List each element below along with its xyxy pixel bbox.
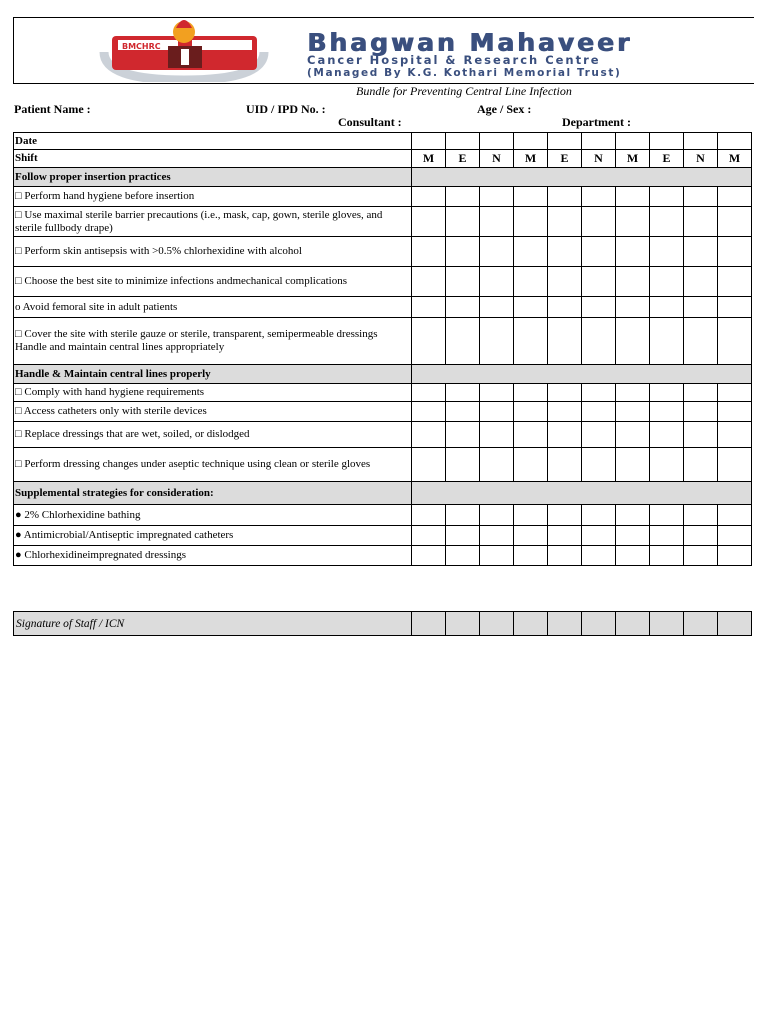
section-filler (446, 168, 480, 187)
section-header-row (14, 482, 752, 505)
check-cell[interactable] (480, 297, 514, 318)
checklist-item-row (14, 422, 752, 448)
signature-table (13, 611, 752, 636)
check-cell[interactable] (548, 448, 582, 482)
age-sex-label: Age / Sex : (477, 102, 532, 116)
check-cell[interactable] (446, 297, 480, 318)
check-cell[interactable] (650, 546, 684, 566)
document-title: Bundle for Preventing Central Line Infection (356, 84, 572, 98)
check-cell[interactable] (684, 422, 718, 448)
checklist-item-row (14, 505, 752, 526)
date-cell[interactable] (514, 133, 548, 150)
checklist-item-label: ● Chlorhexidineimpregnated dressings (14, 546, 412, 566)
check-cell[interactable] (446, 448, 480, 482)
shift-label: Shift (14, 150, 412, 168)
checklist-item-row (14, 402, 752, 422)
signature-cell[interactable] (684, 612, 718, 636)
check-cell[interactable] (412, 237, 446, 267)
check-cell[interactable] (684, 546, 718, 566)
check-cell[interactable] (616, 448, 650, 482)
check-cell[interactable] (582, 297, 616, 318)
section-filler (480, 482, 514, 505)
shift-cell: M (514, 150, 548, 168)
check-cell[interactable] (650, 422, 684, 448)
check-cell[interactable] (446, 237, 480, 267)
check-cell[interactable] (718, 207, 752, 237)
check-cell[interactable] (616, 207, 650, 237)
shift-cell: N (684, 150, 718, 168)
shift-cell: N (582, 150, 616, 168)
checklist-item-label: □ Choose the best site to minimize infections andmechanical complications (14, 267, 412, 297)
check-cell[interactable] (480, 448, 514, 482)
check-cell[interactable] (412, 187, 446, 207)
check-cell[interactable] (480, 505, 514, 526)
check-cell[interactable] (616, 297, 650, 318)
shift-cell: M (412, 150, 446, 168)
check-cell[interactable] (684, 237, 718, 267)
checklist-item-label: □ Perform dressing changes under aseptic technique using clean or sterile gloves (14, 448, 412, 482)
check-cell[interactable] (718, 422, 752, 448)
check-cell[interactable] (446, 384, 480, 402)
date-cell[interactable] (548, 133, 582, 150)
check-cell[interactable] (582, 448, 616, 482)
check-cell[interactable] (412, 207, 446, 237)
check-cell[interactable] (514, 448, 548, 482)
check-cell[interactable] (548, 297, 582, 318)
check-cell[interactable] (718, 187, 752, 207)
check-cell[interactable] (446, 267, 480, 297)
check-cell[interactable] (480, 267, 514, 297)
signature-cell[interactable] (650, 612, 684, 636)
section-filler (616, 365, 650, 384)
check-cell[interactable] (548, 546, 582, 566)
check-cell[interactable] (412, 546, 446, 566)
check-cell[interactable] (718, 505, 752, 526)
checklist-item-row (14, 187, 752, 207)
check-cell[interactable] (684, 384, 718, 402)
checklist-item-row (14, 546, 752, 566)
check-cell[interactable] (412, 318, 446, 365)
check-cell[interactable] (548, 402, 582, 422)
checklist-item-row (14, 237, 752, 267)
section-title: Handle & Maintain central lines properly (14, 365, 412, 384)
check-cell[interactable] (514, 318, 548, 365)
check-cell[interactable] (718, 526, 752, 546)
check-cell[interactable] (548, 207, 582, 237)
checklist-item-label: □ Comply with hand hygiene requirements (14, 384, 412, 402)
check-cell[interactable] (616, 384, 650, 402)
check-cell[interactable] (514, 237, 548, 267)
patient-name-label: Patient Name : (14, 102, 91, 116)
date-row (14, 133, 752, 150)
check-cell[interactable] (446, 505, 480, 526)
checklist-item-label: □ Perform skin antisepsis with >0.5% chlorhexidine with alcohol (14, 237, 412, 267)
check-cell[interactable] (684, 187, 718, 207)
hospital-trust: (Managed By K.G. Kothari Memorial Trust) (307, 67, 622, 79)
check-cell[interactable] (718, 448, 752, 482)
checklist-item-label: □ Perform hand hygiene before insertion (14, 187, 412, 207)
check-cell[interactable] (616, 505, 650, 526)
check-cell[interactable] (446, 526, 480, 546)
signature-cell[interactable] (412, 612, 446, 636)
check-cell[interactable] (582, 207, 616, 237)
check-cell[interactable] (650, 318, 684, 365)
check-cell[interactable] (718, 267, 752, 297)
signature-cell[interactable] (480, 612, 514, 636)
check-cell[interactable] (684, 505, 718, 526)
check-cell[interactable] (650, 237, 684, 267)
check-cell[interactable] (582, 187, 616, 207)
shift-cell: E (650, 150, 684, 168)
section-filler (582, 168, 616, 187)
check-cell[interactable] (582, 422, 616, 448)
date-cell[interactable] (446, 133, 480, 150)
checklist-table (13, 132, 752, 566)
check-cell[interactable] (582, 384, 616, 402)
date-label: Date (14, 133, 412, 150)
check-cell[interactable] (616, 318, 650, 365)
check-cell[interactable] (616, 187, 650, 207)
check-cell[interactable] (514, 546, 548, 566)
check-cell[interactable] (650, 448, 684, 482)
date-cell[interactable] (684, 133, 718, 150)
hospital-branding (307, 28, 754, 79)
signature-cell[interactable] (582, 612, 616, 636)
date-cell[interactable] (480, 133, 514, 150)
section-filler (548, 365, 582, 384)
checklist-item-label: ● 2% Chlorhexidine bathing (14, 505, 412, 526)
check-cell[interactable] (616, 526, 650, 546)
check-cell[interactable] (684, 402, 718, 422)
date-cell[interactable] (582, 133, 616, 150)
check-cell[interactable] (616, 237, 650, 267)
check-cell[interactable] (616, 546, 650, 566)
check-cell[interactable] (684, 318, 718, 365)
section-filler (684, 168, 718, 187)
check-cell[interactable] (412, 526, 446, 546)
checklist-item-row (14, 267, 752, 297)
check-cell[interactable] (548, 526, 582, 546)
section-header-row (14, 365, 752, 384)
section-filler (718, 482, 752, 505)
check-cell[interactable] (480, 402, 514, 422)
signature-row (14, 612, 752, 636)
section-filler (548, 168, 582, 187)
check-cell[interactable] (684, 267, 718, 297)
section-filler (582, 365, 616, 384)
department-label: Department : (562, 115, 631, 129)
section-filler (480, 365, 514, 384)
check-cell[interactable] (548, 318, 582, 365)
check-cell[interactable] (582, 402, 616, 422)
shift-row (14, 150, 752, 168)
checklist-item-row (14, 526, 752, 546)
check-cell[interactable] (412, 505, 446, 526)
check-cell[interactable] (718, 318, 752, 365)
check-cell[interactable] (412, 448, 446, 482)
signature-cell[interactable] (514, 612, 548, 636)
checklist-item-row (14, 207, 752, 237)
check-cell[interactable] (480, 187, 514, 207)
checklist-item-row (14, 297, 752, 318)
check-cell[interactable] (514, 297, 548, 318)
check-cell[interactable] (650, 505, 684, 526)
check-cell[interactable] (514, 402, 548, 422)
checklist-item-label: o Avoid femoral site in adult patients (14, 297, 412, 318)
check-cell[interactable] (480, 526, 514, 546)
section-filler (616, 168, 650, 187)
date-cell[interactable] (718, 133, 752, 150)
check-cell[interactable] (412, 384, 446, 402)
check-cell[interactable] (718, 402, 752, 422)
section-filler (650, 482, 684, 505)
check-cell[interactable] (446, 402, 480, 422)
section-filler (650, 365, 684, 384)
check-cell[interactable] (582, 318, 616, 365)
section-filler (718, 168, 752, 187)
date-cell[interactable] (412, 133, 446, 150)
letterhead (13, 17, 754, 84)
check-cell[interactable] (412, 402, 446, 422)
check-cell[interactable] (548, 237, 582, 267)
check-cell[interactable] (480, 237, 514, 267)
check-cell[interactable] (480, 318, 514, 365)
section-filler (514, 365, 548, 384)
signature-cell[interactable] (548, 612, 582, 636)
check-cell[interactable] (514, 187, 548, 207)
check-cell[interactable] (616, 422, 650, 448)
check-cell[interactable] (446, 318, 480, 365)
check-cell[interactable] (650, 187, 684, 207)
check-cell[interactable] (650, 297, 684, 318)
check-cell[interactable] (514, 505, 548, 526)
hospital-subtitle: Cancer Hospital & Research Centre (307, 53, 601, 67)
checklist-item-label: □ Cover the site with sterile gauze or sterile, transparent, semipermeable dressings Handle and maintain central lines appropriately (14, 318, 412, 365)
check-cell[interactable] (548, 422, 582, 448)
check-cell[interactable] (718, 237, 752, 267)
section-filler (718, 365, 752, 384)
check-cell[interactable] (412, 267, 446, 297)
checklist-item-row (14, 448, 752, 482)
hospital-name: Bhagwan Mahaveer (307, 28, 633, 57)
shift-cell: M (718, 150, 752, 168)
check-cell[interactable] (650, 402, 684, 422)
check-cell[interactable] (446, 187, 480, 207)
check-cell[interactable] (446, 422, 480, 448)
check-cell[interactable] (480, 422, 514, 448)
uid-label: UID / IPD No. : (246, 102, 326, 116)
check-cell[interactable] (480, 546, 514, 566)
signature-cell[interactable] (446, 612, 480, 636)
check-cell[interactable] (446, 546, 480, 566)
checklist-item-row (14, 318, 752, 365)
check-cell[interactable] (582, 526, 616, 546)
check-cell[interactable] (480, 207, 514, 237)
signature-cell[interactable] (718, 612, 752, 636)
section-filler (616, 482, 650, 505)
check-cell[interactable] (514, 526, 548, 546)
check-cell[interactable] (548, 187, 582, 207)
section-filler (480, 168, 514, 187)
check-cell[interactable] (650, 267, 684, 297)
check-cell[interactable] (650, 526, 684, 546)
checklist-item-label: □ Access catheters only with sterile devices (14, 402, 412, 422)
date-cell[interactable] (650, 133, 684, 150)
check-cell[interactable] (514, 422, 548, 448)
shift-cell: E (548, 150, 582, 168)
check-cell[interactable] (684, 448, 718, 482)
check-cell[interactable] (718, 384, 752, 402)
checklist-item-label: □ Use maximal sterile barrier precautions (i.e., mask, cap, gown, sterile gloves, and sterile fullbody drape) (14, 207, 412, 237)
section-header-row (14, 168, 752, 187)
section-filler (582, 482, 616, 505)
check-cell[interactable] (718, 546, 752, 566)
section-filler (446, 482, 480, 505)
shift-cell: N (480, 150, 514, 168)
check-cell[interactable] (582, 546, 616, 566)
shift-cell: E (446, 150, 480, 168)
section-filler (684, 365, 718, 384)
date-cell[interactable] (616, 133, 650, 150)
check-cell[interactable] (616, 402, 650, 422)
check-cell[interactable] (718, 297, 752, 318)
check-cell[interactable] (582, 237, 616, 267)
section-filler (446, 365, 480, 384)
check-cell[interactable] (684, 526, 718, 546)
check-cell[interactable] (514, 267, 548, 297)
check-cell[interactable] (548, 505, 582, 526)
check-cell[interactable] (684, 207, 718, 237)
checklist-item-row (14, 384, 752, 402)
section-filler (548, 482, 582, 505)
signature-label: Signature of Staff / ICN (14, 612, 412, 636)
check-cell[interactable] (582, 505, 616, 526)
section-filler (650, 168, 684, 187)
check-cell[interactable] (446, 207, 480, 237)
hospital-logo (84, 18, 299, 82)
section-filler (514, 482, 548, 505)
check-cell[interactable] (412, 422, 446, 448)
signature-cell[interactable] (616, 612, 650, 636)
check-cell[interactable] (480, 384, 514, 402)
section-filler (412, 168, 446, 187)
checklist-item-label: ● Antimicrobial/Antiseptic impregnated catheters (14, 526, 412, 546)
section-filler (412, 365, 446, 384)
check-cell[interactable] (650, 207, 684, 237)
shift-cell: M (616, 150, 650, 168)
checklist-item-label: □ Replace dressings that are wet, soiled, or dislodged (14, 422, 412, 448)
check-cell[interactable] (616, 267, 650, 297)
check-cell[interactable] (650, 384, 684, 402)
check-cell[interactable] (548, 267, 582, 297)
section-filler (684, 482, 718, 505)
section-title: Supplemental strategies for consideration: (14, 482, 412, 505)
check-cell[interactable] (582, 267, 616, 297)
section-filler (514, 168, 548, 187)
check-cell[interactable] (514, 384, 548, 402)
check-cell[interactable] (412, 297, 446, 318)
check-cell[interactable] (548, 384, 582, 402)
consultant-label: Consultant : (338, 115, 402, 129)
section-title: Follow proper insertion practices (14, 168, 412, 187)
logo-text: BMCHRC (122, 42, 161, 51)
check-cell[interactable] (514, 207, 548, 237)
check-cell[interactable] (684, 297, 718, 318)
section-filler (412, 482, 446, 505)
